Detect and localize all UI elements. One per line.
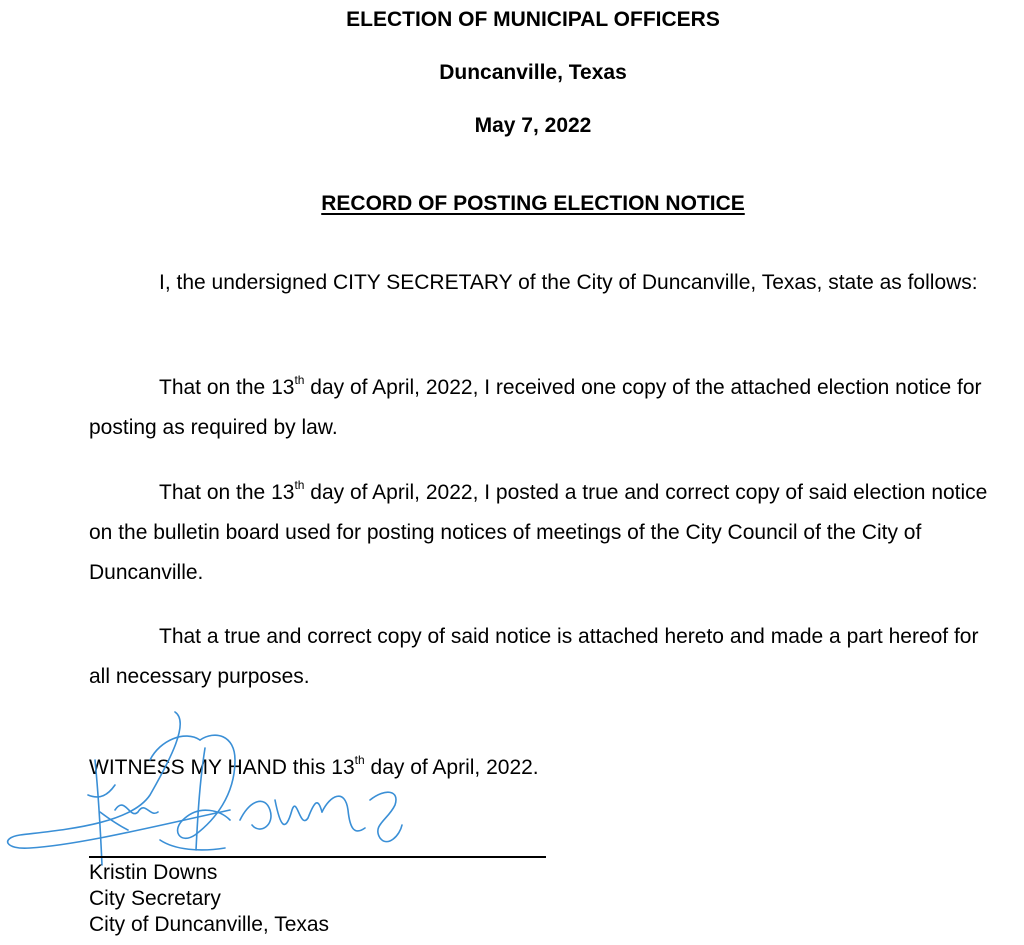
- witness-text-end: day of April, 2022.: [364, 756, 539, 779]
- paragraph-received: [89, 368, 989, 448]
- ordinal-suffix: th: [294, 373, 305, 387]
- signatory-block: [89, 860, 329, 938]
- paragraph-posted-text-end: day of April, 2022, I posted a true and correct copy of said election notice on the bulletin board used for posting notices of meetings of the City Council of the City of Duncanville.: [89, 481, 988, 584]
- document-title: ELECTION OF MUNICIPAL OFFICERS: [346, 8, 720, 31]
- paragraph-received-text-start: That on the 13: [159, 376, 295, 399]
- ordinal-suffix: th: [294, 478, 305, 492]
- paragraph-statement-text: I, the undersigned CITY SECRETARY of the City of Duncanville, Texas, state as follows:: [159, 271, 978, 294]
- paragraph-attached: [89, 617, 989, 697]
- signatory-name: Kristin Downs: [89, 861, 218, 884]
- signatory-city: City of Duncanville, Texas: [89, 913, 330, 936]
- handwritten-signature: [0, 700, 420, 880]
- ordinal-suffix: th: [354, 753, 365, 767]
- signatory-title: City Secretary: [89, 887, 221, 910]
- document-location: Duncanville, Texas: [439, 61, 627, 84]
- paragraph-statement: [89, 263, 989, 303]
- paragraph-attached-text: That a true and correct copy of said notice is attached hereto and made a part hereof for all necessary purposes.: [89, 625, 979, 688]
- signature-line: [89, 856, 546, 858]
- document-date: May 7, 2022: [474, 114, 592, 137]
- paragraph-posted: [89, 473, 989, 593]
- witness-text-start: WITNESS MY HAND this 13: [89, 756, 355, 779]
- record-heading: RECORD OF POSTING ELECTION NOTICE: [321, 192, 745, 215]
- paragraph-received-text-end: day of April, 2022, I received one copy of the attached election notice for posting as required by law.: [89, 376, 982, 439]
- paragraph-posted-text-start: That on the 13: [159, 481, 295, 504]
- witness-line: [89, 748, 989, 788]
